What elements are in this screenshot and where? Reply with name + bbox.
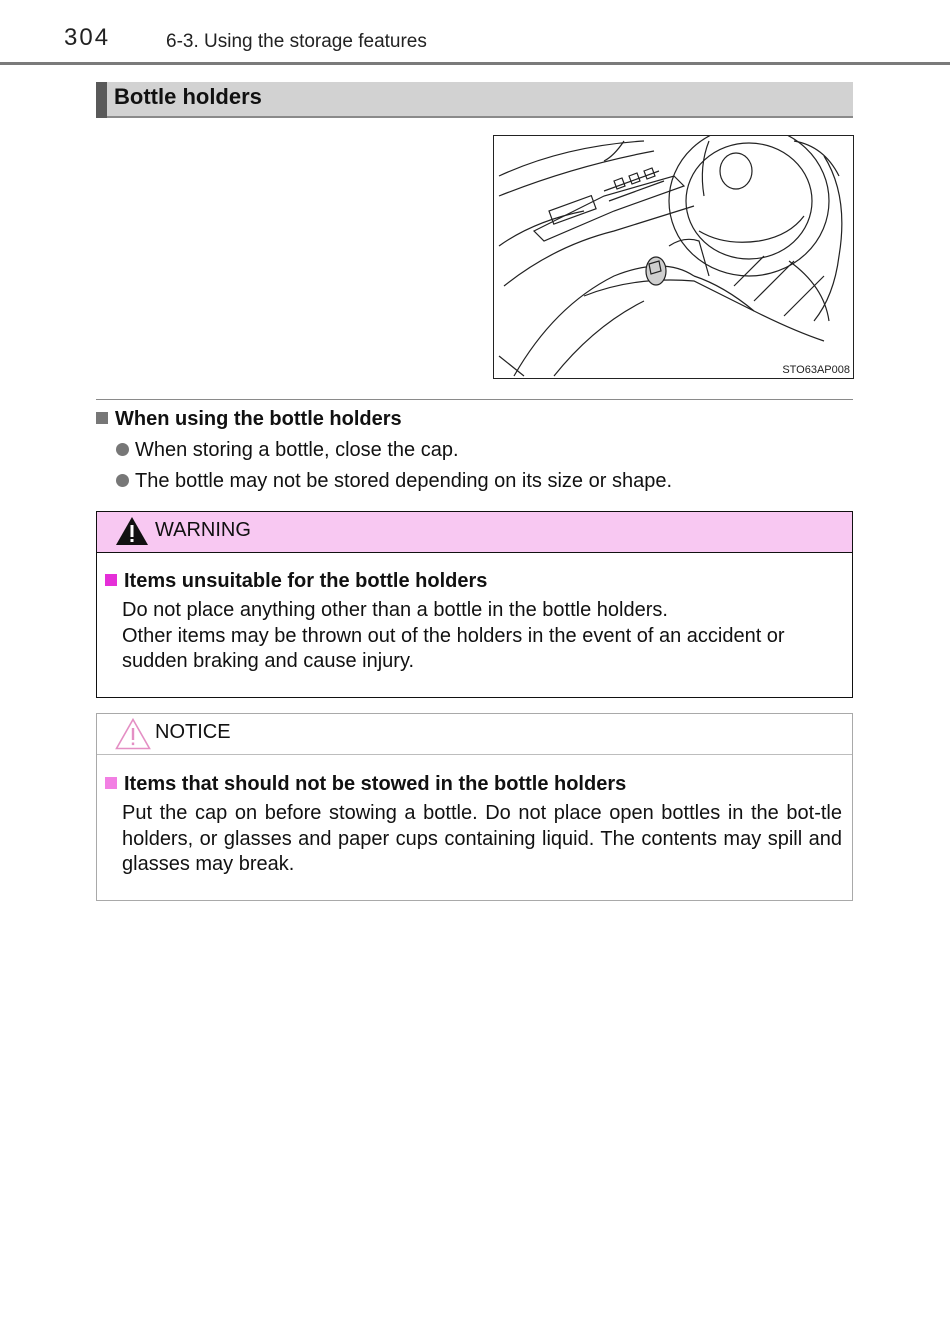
notice-heading-text: Items that should not be stowed in the bottle holders xyxy=(124,773,627,795)
notice-header xyxy=(97,714,852,755)
usage-bullet-list xyxy=(116,438,672,500)
list-item xyxy=(116,438,672,469)
title-accent xyxy=(96,82,107,118)
warning-heading-text: Items unsuitable for the bottle holders xyxy=(124,570,488,592)
warning-triangle-icon xyxy=(115,516,149,546)
warning-label: WARNING xyxy=(155,519,251,541)
notice-triangle-icon xyxy=(115,718,151,750)
page-number: 304 xyxy=(64,24,111,51)
page-header xyxy=(0,0,950,66)
section-divider xyxy=(96,399,853,400)
notice-box xyxy=(96,713,853,901)
section-path: 6-3. Using the storage features xyxy=(166,31,427,52)
warning-header xyxy=(97,512,852,553)
warning-heading xyxy=(105,570,487,593)
warning-line: Other items may be thrown out of the holders in the event of an accident or sudden braking and cause injury. xyxy=(122,624,785,672)
notice-label: NOTICE xyxy=(155,721,231,743)
section-title: Bottle holders xyxy=(114,84,262,109)
usage-heading xyxy=(96,408,402,431)
warning-box xyxy=(96,511,853,698)
header-rule xyxy=(0,62,950,65)
dashboard-drawing xyxy=(494,136,853,378)
section-title-bar xyxy=(96,82,853,118)
illustration-code: STO63AP008 xyxy=(782,364,850,376)
notice-body xyxy=(122,801,842,878)
warning-body xyxy=(122,598,842,675)
bullet-text: When storing a bottle, close the cap. xyxy=(135,439,459,461)
bullet-dot xyxy=(116,443,129,456)
list-item xyxy=(116,469,672,500)
notice-heading xyxy=(105,773,626,796)
heading-square-marker xyxy=(105,777,117,789)
heading-square-marker xyxy=(105,574,117,586)
bullet-text: The bottle may not be stored depending on its size or shape. xyxy=(135,470,673,492)
bullet-dot xyxy=(116,474,129,487)
heading-square-marker xyxy=(96,412,108,424)
bottle-holder-illustration xyxy=(493,135,854,379)
warning-line: Do not place anything other than a bottle in the bottle holders. xyxy=(122,599,668,621)
notice-text: Put the cap on before stowing a bottle. Do not place open bottles in the bot-tle holders, or glasses and paper cups containing liquid. The contents may spill and glasses may break. xyxy=(122,802,842,875)
usage-heading-text: When using the bottle holders xyxy=(115,408,402,430)
